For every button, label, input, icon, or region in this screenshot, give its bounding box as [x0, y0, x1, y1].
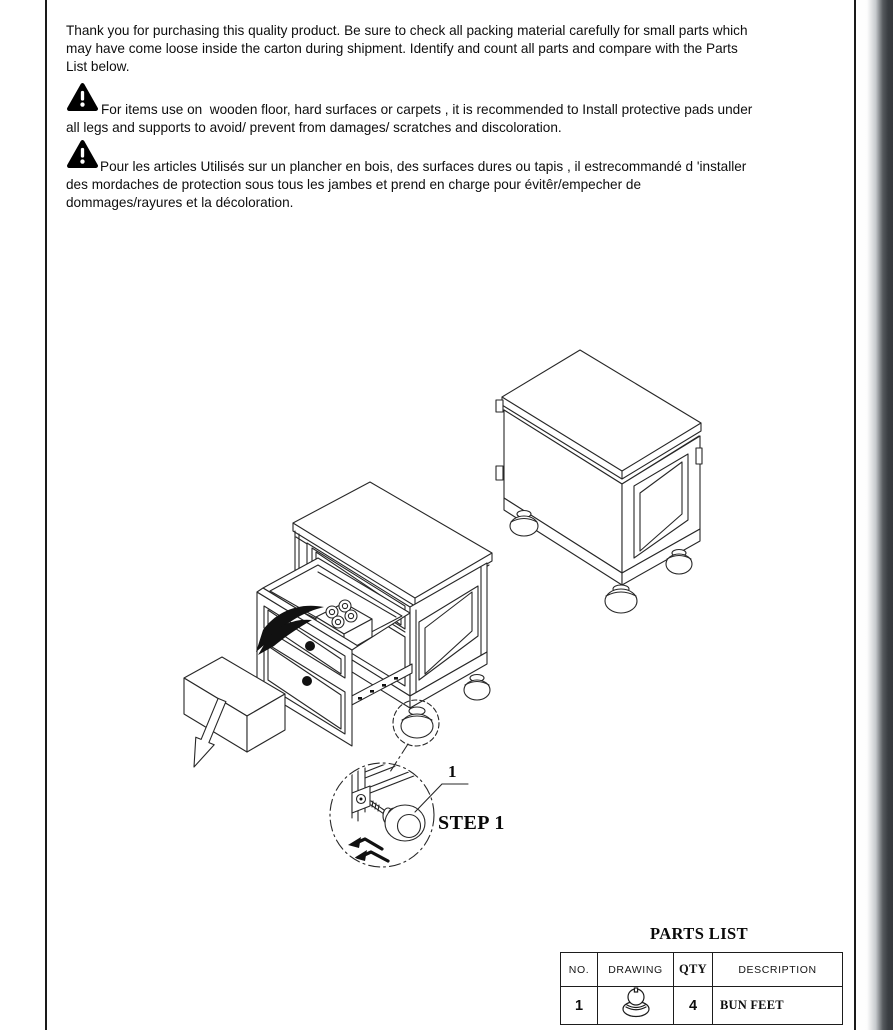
drawer-knob [302, 676, 312, 686]
push-arrow-icon [348, 837, 388, 861]
bun-foot-drawing-icon [615, 987, 657, 1019]
drawer-knob [305, 641, 315, 651]
bun-foot-drawing [605, 585, 637, 613]
intro-line: may have come loose inside the carton during shipment. Identify and count all parts and compare with the Parts [66, 41, 738, 56]
part-drawing-cell [598, 987, 674, 1025]
callout-number: 1 [448, 762, 457, 781]
warning-en-line: For items use on wooden floor, hard surfaces or carpets , it is recommended to Install protective pads under [101, 102, 753, 117]
warning-fr-line: des mordaches de protection sous tous les jambes et prend en charge pour évitêr/empecher de [66, 177, 642, 192]
warning-fr-line: Pour les articles Utilisés sur un plancher en bois, des surfaces dures ou tapis , il estrecommandé d 'installer [100, 159, 747, 174]
bun-foot-drawing [401, 707, 433, 738]
intro-line: List below. [66, 59, 130, 74]
nightstand-front-view-drawing [256, 482, 492, 746]
col-header-description: DESCRIPTION [713, 953, 843, 987]
table-row [561, 987, 843, 1025]
parts-list-table [560, 952, 843, 1025]
col-header-drawing: DRAWING [598, 953, 674, 987]
col-header-qty: QTY [674, 953, 713, 987]
warning-en-line: all legs and supports to avoid/ prevent from damages/ scratches and discoloration. [66, 120, 562, 135]
parts-list-title: PARTS LIST [649, 924, 749, 943]
bun-foot-drawing [464, 675, 490, 701]
col-header-no: NO. [561, 953, 598, 987]
bun-foot-enlarged [383, 805, 425, 841]
step-label: STEP 1 [438, 812, 505, 834]
part-qty: 4 [674, 987, 713, 1025]
warning-fr-line: dommages/rayures et la décoloration. [66, 195, 294, 210]
nightstand-back-view-drawing [496, 350, 702, 613]
callout-leader-line [415, 784, 468, 812]
intro-line: Thank you for purchasing this quality product. Be sure to check all packing material carefully for small parts which [66, 23, 748, 38]
part-no: 1 [561, 987, 598, 1025]
part-description: BUN FEET [713, 987, 843, 1025]
